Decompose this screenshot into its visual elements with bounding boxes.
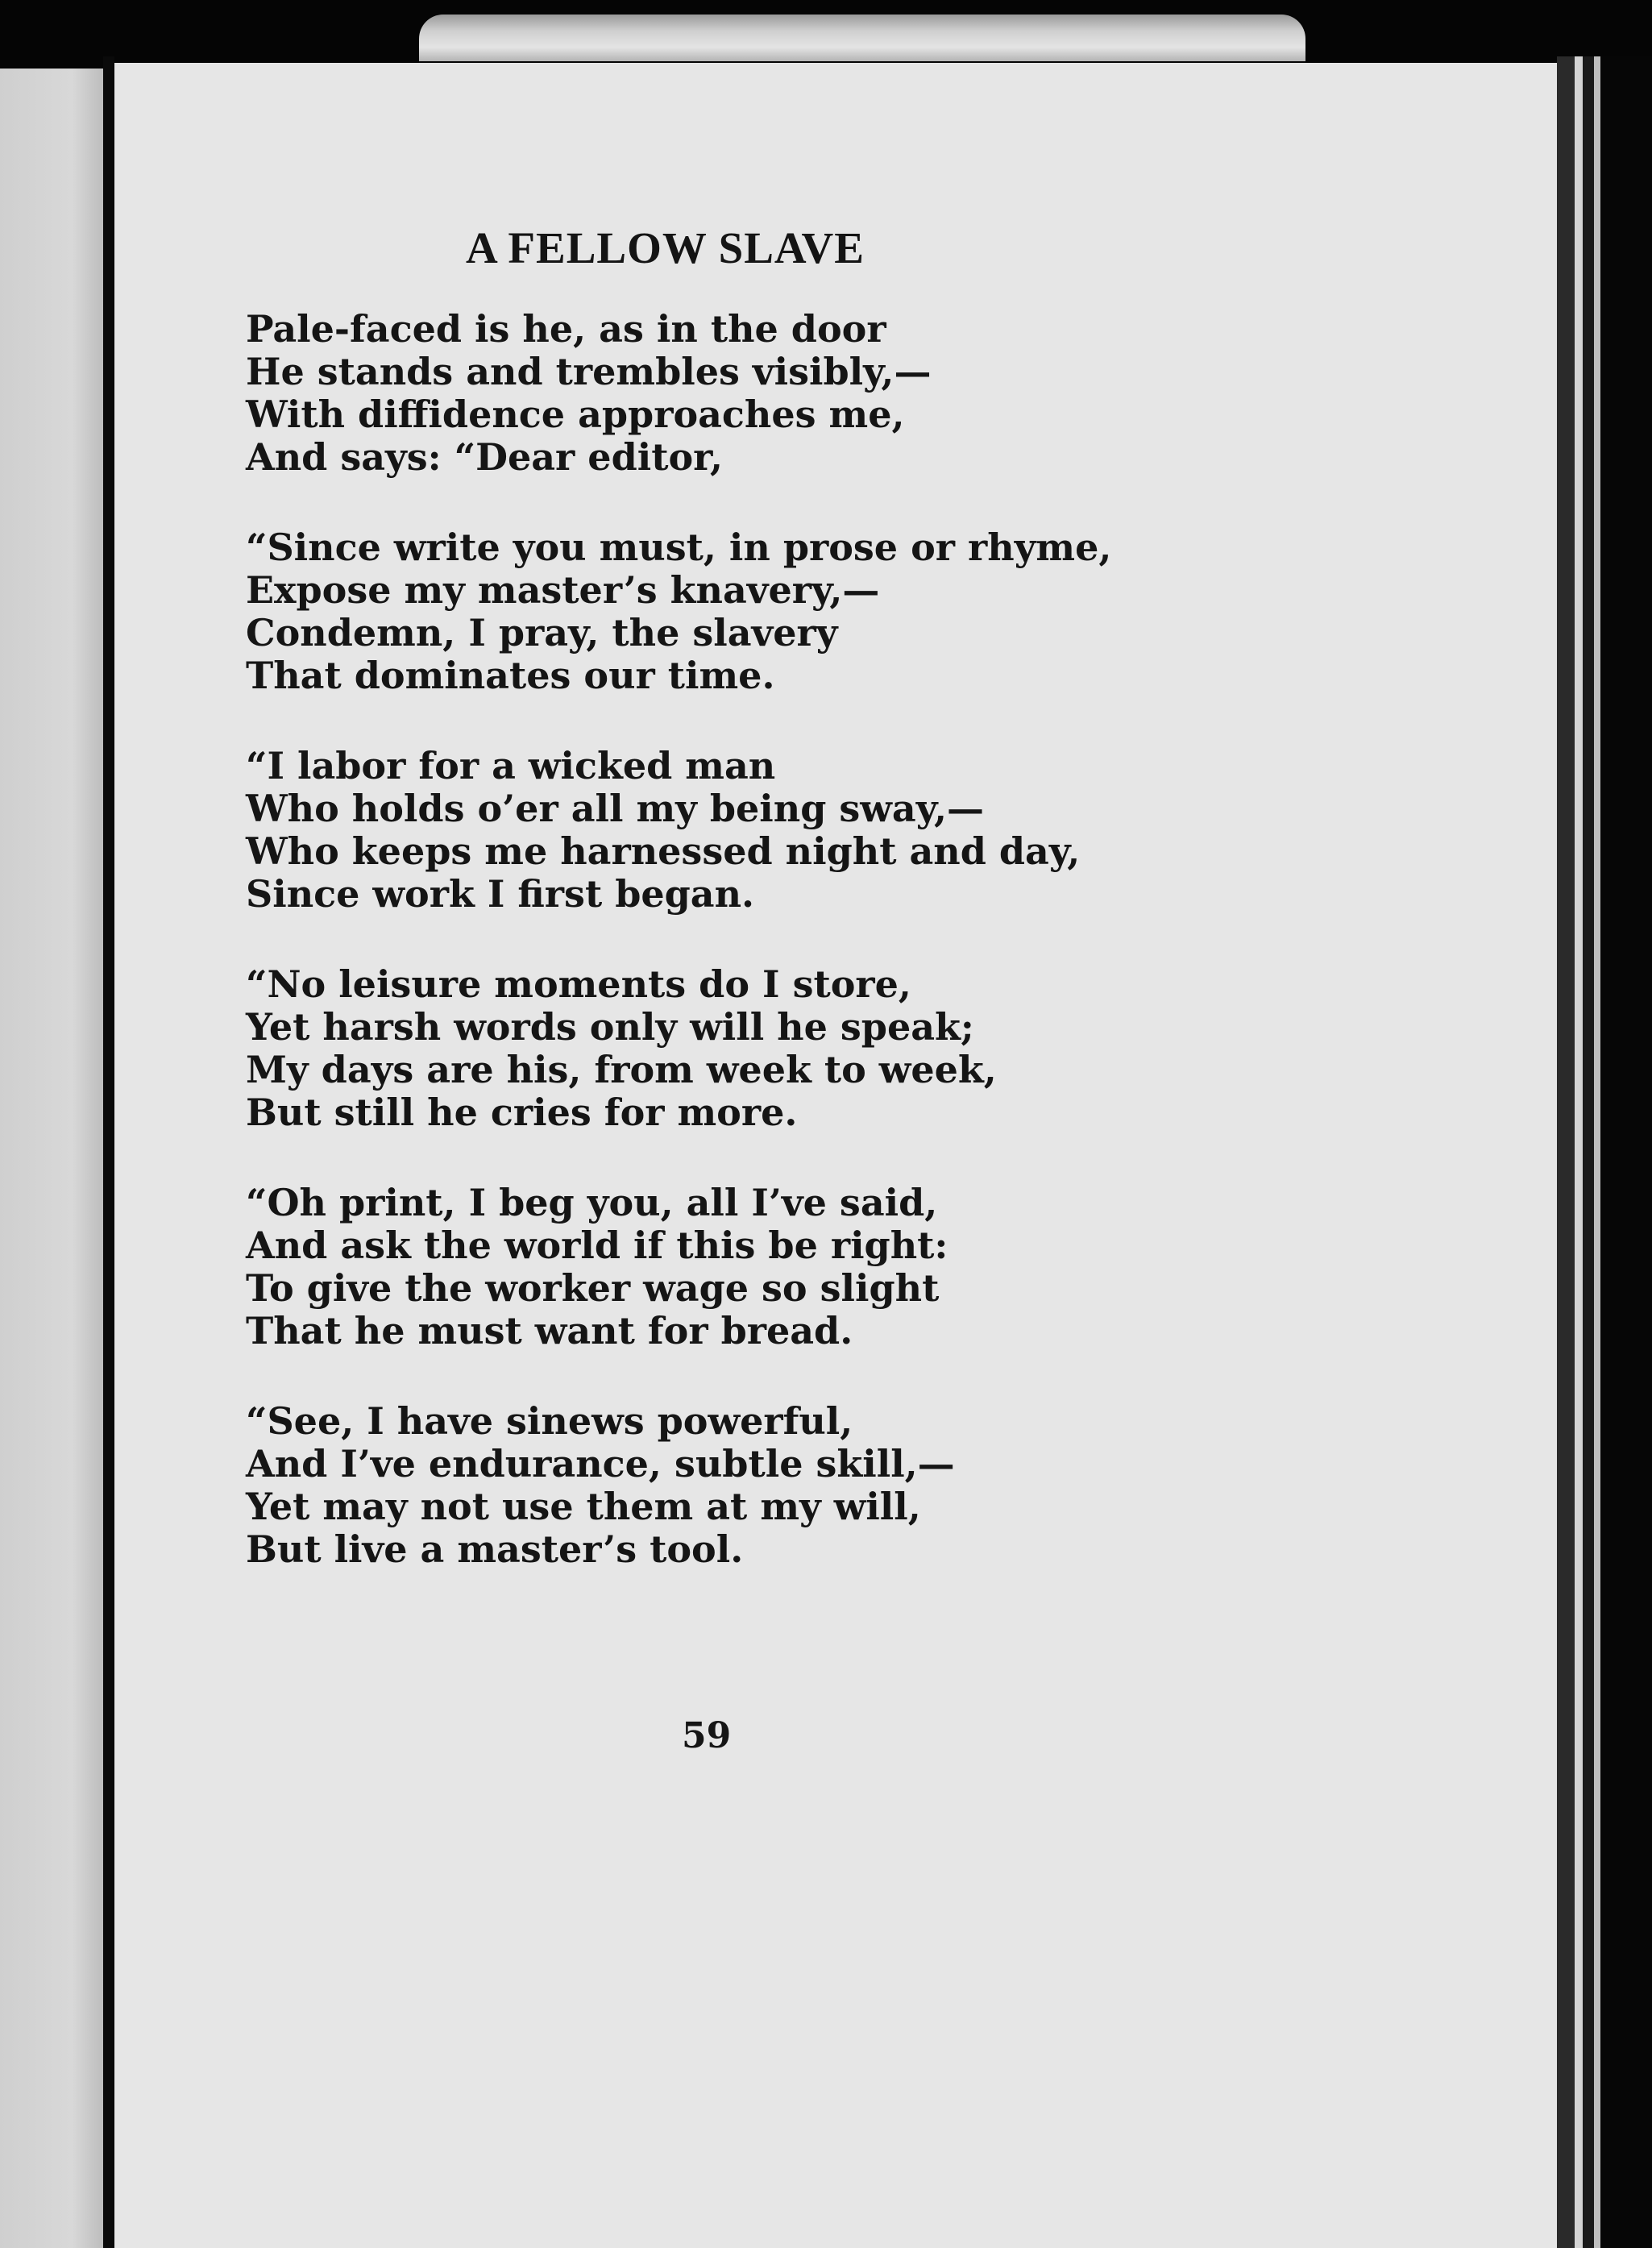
stanza (246, 1182, 1111, 1353)
poem-line: And ask the world if this be right: (246, 1224, 948, 1267)
page-stack-edge (1575, 56, 1583, 2248)
poem-body (246, 308, 1111, 1618)
poem-line: Expose my master’s knavery,— (246, 568, 880, 612)
poem-line: Who holds o’er all my being sway,— (246, 787, 985, 830)
stanza (246, 963, 1111, 1134)
stanza (246, 526, 1111, 697)
stanza (246, 308, 1111, 479)
poem-line: Condemn, I pray, the slavery (246, 611, 838, 654)
poem-title: A FELLOW SLAVE (466, 223, 865, 272)
page-stack-edge (1600, 56, 1652, 2248)
poem-line: “Oh print, I beg you, all I’ve said, (246, 1181, 938, 1224)
stanza (246, 1400, 1111, 1571)
poem-line: Since work I first began. (246, 872, 755, 916)
poem-line: He stands and trembles visibly,— (246, 350, 932, 393)
poem-line: But still he cries for more. (246, 1091, 798, 1134)
poem-line: “See, I have sinews powerful, (246, 1399, 853, 1443)
page-top-edge (419, 15, 1305, 61)
poem-line: But live a master’s tool. (246, 1527, 744, 1571)
facing-page-edge (0, 69, 103, 2248)
poem-line: That dominates our time. (246, 654, 775, 697)
poem-line: Who keeps me harnessed night and day, (246, 829, 1081, 873)
poem-line: And I’ve endurance, subtle skill,— (246, 1442, 955, 1486)
poem-line: My days are his, from week to week, (246, 1048, 997, 1091)
poem-line: Yet may not use them at my will, (246, 1485, 921, 1528)
poem-line: To give the worker wage so slight (246, 1266, 940, 1310)
page-stack-edge (1594, 56, 1600, 2248)
poem-line: That he must want for bread. (246, 1309, 853, 1353)
poem-line: “Since write you must, in prose or rhyme, (246, 526, 1112, 569)
poem-line: “I labor for a wicked man (246, 744, 776, 787)
book-gutter (103, 56, 114, 2248)
poem-line: With diffidence approaches me, (246, 393, 905, 436)
poem-line: And says: “Dear editor, (246, 435, 724, 479)
poem-line: Pale-faced is he, as in the door (246, 307, 886, 351)
stanza (246, 745, 1111, 916)
poem-line: Yet harsh words only will he speak; (246, 1005, 974, 1049)
page-number: 59 (682, 1715, 732, 1756)
page-stack-edge (1557, 56, 1575, 2248)
poem-line: “No leisure moments do I store, (246, 962, 911, 1006)
page-stack-edge (1583, 56, 1594, 2248)
